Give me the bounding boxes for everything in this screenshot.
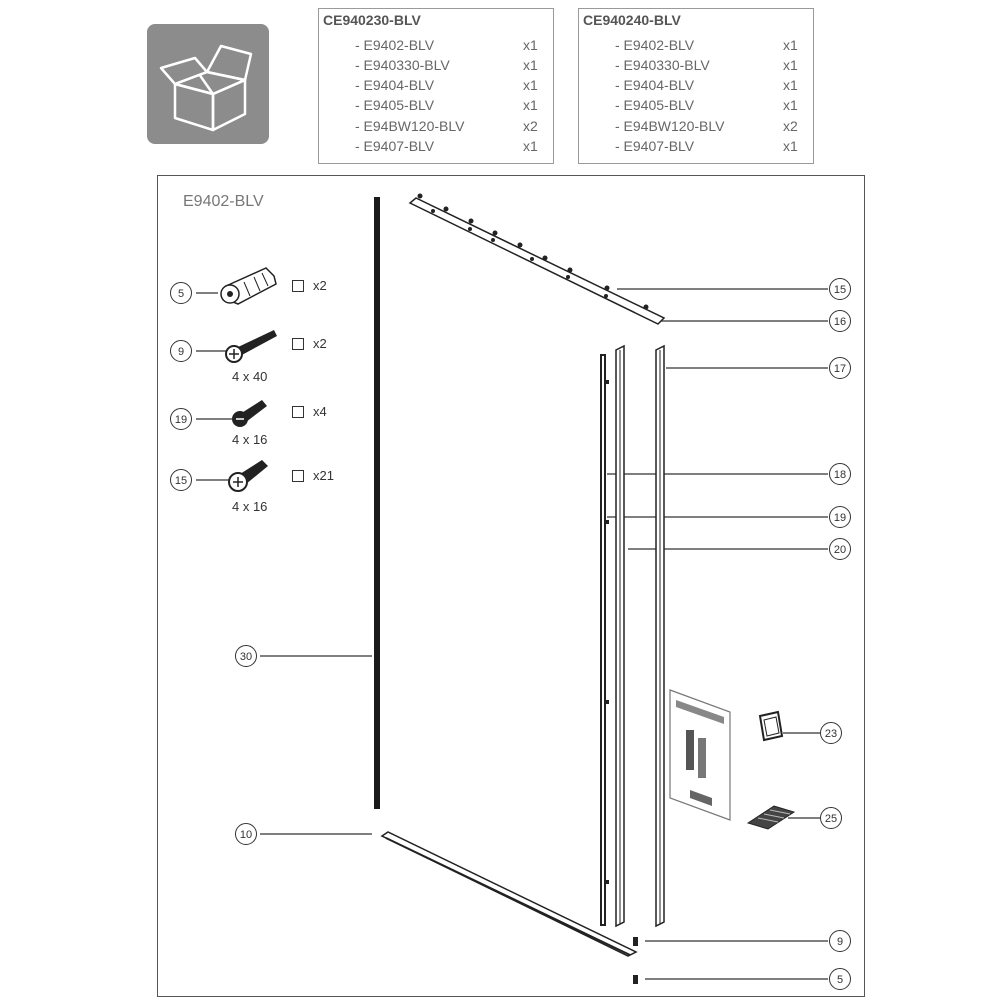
callout-10: 10 — [235, 823, 257, 845]
kit-item: - E9405-BLV x1 — [355, 97, 538, 113]
callout-20: 20 — [829, 538, 851, 560]
dims-hardware-15: 4 x 16 — [232, 499, 268, 514]
screw-19-icon — [232, 400, 267, 427]
wall-profile-30 — [374, 197, 380, 809]
wall-plug-5-icon — [221, 268, 276, 304]
callout-5: 5 — [829, 968, 851, 990]
door-profile-18 — [600, 354, 609, 926]
kit-title: CE940230-BLV — [323, 12, 421, 28]
screw-9-icon — [226, 330, 277, 362]
callout-15: 15 — [829, 278, 851, 300]
checkbox-hardware-5[interactable] — [292, 280, 304, 292]
instruction-sheet — [670, 690, 730, 820]
callout-9: 9 — [829, 930, 851, 952]
dims-hardware-9: 4 x 40 — [232, 369, 268, 384]
screw-15-icon — [229, 460, 268, 491]
qty-hardware-5: x2 — [313, 278, 327, 293]
kit-item: - E9402-BLV x1 — [615, 37, 798, 53]
kit-item: - E9407-BLV x1 — [355, 138, 538, 154]
callout-19: 19 — [829, 506, 851, 528]
kit-item: - E94BW120-BLV x2 — [615, 118, 798, 134]
leader-lines — [196, 289, 828, 979]
kit-item: - E94BW120-BLV x2 — [355, 118, 538, 134]
part-9-small — [633, 937, 638, 946]
kit-item: - E9407-BLV x1 — [615, 138, 798, 154]
part-23-cap — [760, 712, 782, 740]
checkbox-hardware-15[interactable] — [292, 470, 304, 482]
kit-item: - E940330-BLV x1 — [615, 57, 798, 73]
kit-item: - E9404-BLV x1 — [355, 77, 538, 93]
door-profile-17 — [656, 346, 664, 926]
qty-hardware-9: x2 — [313, 336, 327, 351]
callout-23: 23 — [820, 722, 842, 744]
kit-item: - E940330-BLV x1 — [355, 57, 538, 73]
kit-title: CE940240-BLV — [583, 12, 681, 28]
dims-hardware-19: 4 x 16 — [232, 432, 268, 447]
part-5-small — [633, 975, 638, 984]
callout-hardware-19: 19 — [170, 408, 192, 430]
callout-hardware-15: 15 — [170, 469, 192, 491]
door-profile-20 — [616, 346, 624, 926]
kit-item: - E9405-BLV x1 — [615, 97, 798, 113]
callout-17: 17 — [829, 357, 851, 379]
callout-16: 16 — [829, 310, 851, 332]
checkbox-hardware-9[interactable] — [292, 338, 304, 350]
callout-30: 30 — [235, 645, 257, 667]
kit-item: - E9402-BLV x1 — [355, 37, 538, 53]
part-25-clip — [748, 806, 794, 829]
panel-title: E9402-BLV — [183, 193, 264, 210]
callout-18: 18 — [829, 463, 851, 485]
callout-hardware-9: 9 — [170, 340, 192, 362]
callout-hardware-5: 5 — [170, 282, 192, 304]
bottom-rail-10 — [382, 832, 636, 956]
callout-25: 25 — [820, 807, 842, 829]
kit-item: - E9404-BLV x1 — [615, 77, 798, 93]
qty-hardware-15: x21 — [313, 468, 334, 483]
qty-hardware-19: x4 — [313, 404, 327, 419]
top-rail-16 — [410, 194, 664, 325]
checkbox-hardware-19[interactable] — [292, 406, 304, 418]
